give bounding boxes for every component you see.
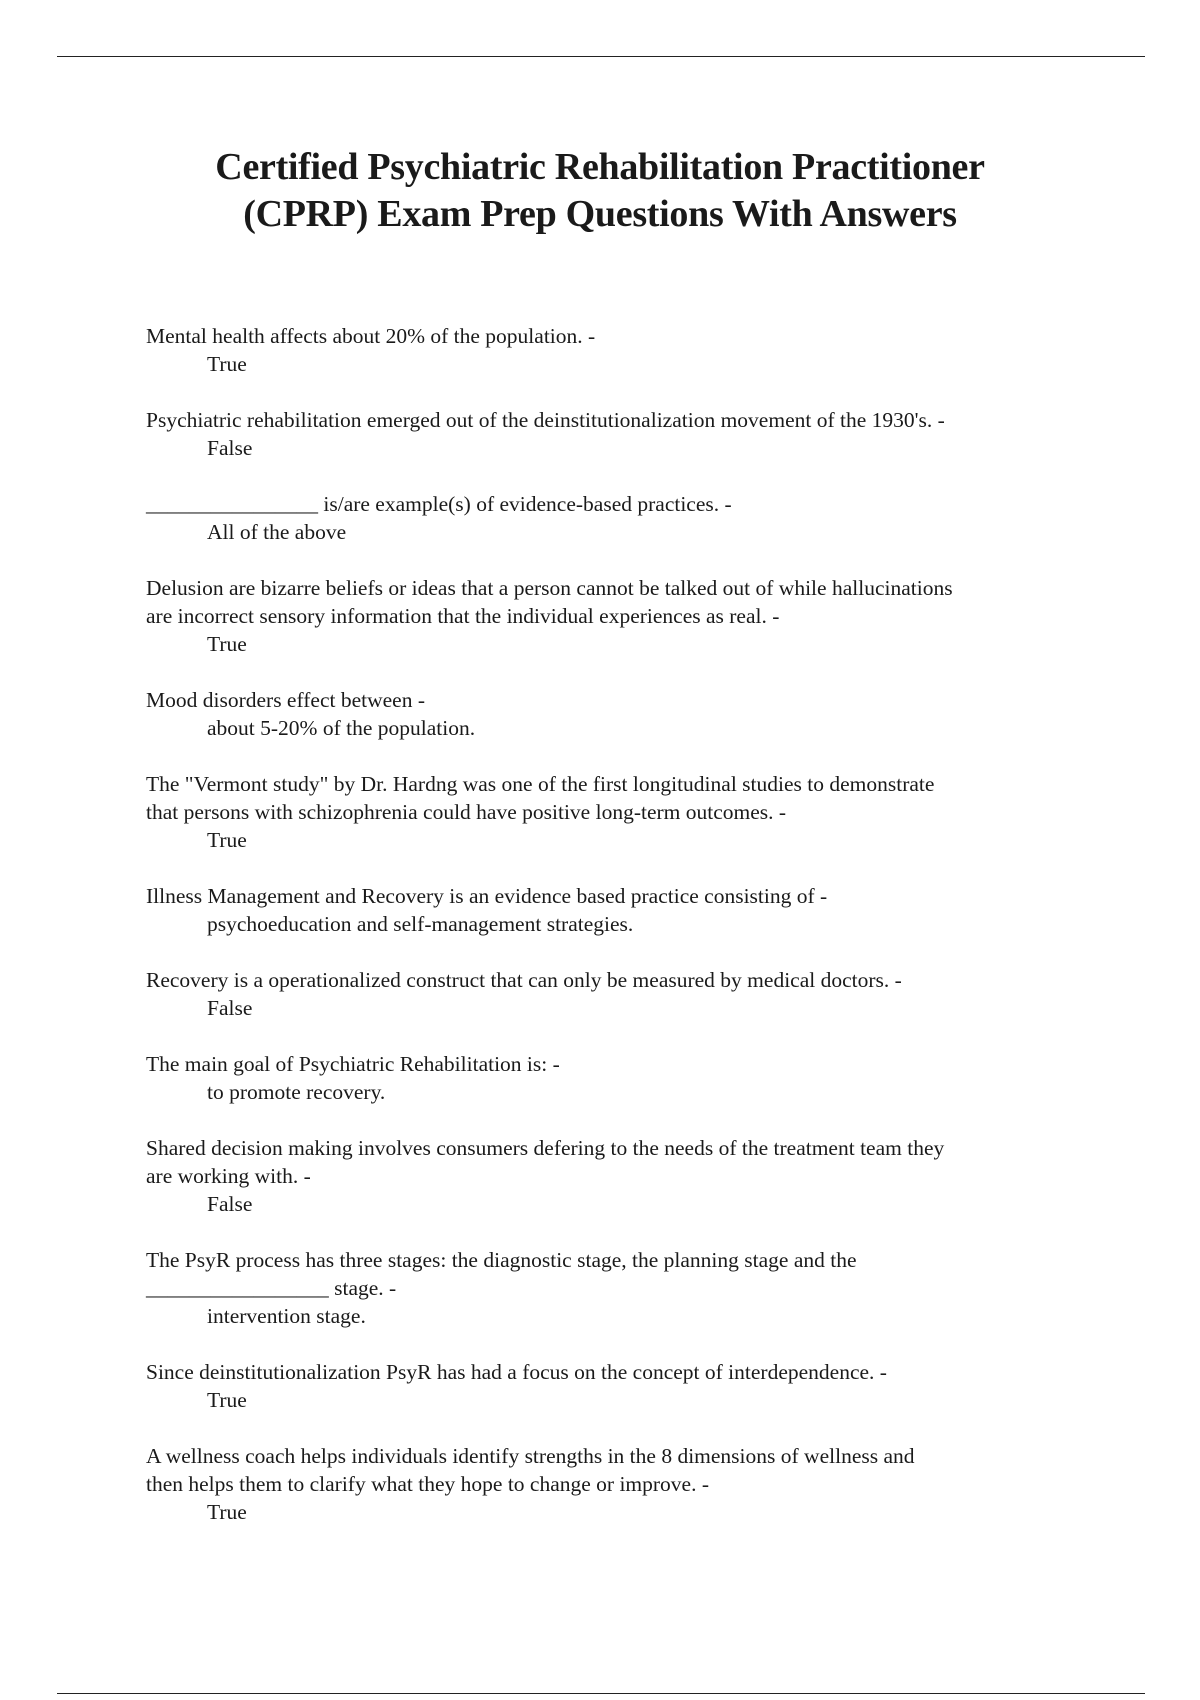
question: Psychiatric rehabilitation emerged out of the deinstitutionalization movement of the 1930's. - xyxy=(146,408,945,432)
qa-item-11 xyxy=(146,1246,1146,1330)
question: The PsyR process has three stages: the diagnostic stage, the planning stage and the _________________ stage. - xyxy=(146,1248,857,1300)
title-line-1: Certified Psychiatric Rehabilitation Practitioner xyxy=(215,146,985,188)
qa-item-1 xyxy=(146,322,1146,378)
qa-item-13 xyxy=(146,1442,1146,1526)
qa-item-9 xyxy=(146,1050,1146,1106)
bottom-rule xyxy=(57,1693,1145,1694)
answer: intervention stage. xyxy=(207,1304,366,1328)
answer: psychoeducation and self-management strategies. xyxy=(207,912,634,936)
qa-item-12 xyxy=(146,1358,1146,1414)
question: Mental health affects about 20% of the population. - xyxy=(146,324,596,348)
qa-item-7 xyxy=(146,882,1146,938)
answer: True xyxy=(207,1500,247,1524)
question: Delusion are bizarre beliefs or ideas that a person cannot be talked out of while hallucinations are incorrect sensory information that the individual experiences as real. - xyxy=(146,576,953,628)
answer: False xyxy=(207,996,253,1020)
question: A wellness coach helps individuals identify strengths in the 8 dimensions of wellness and then helps them to clarify what they hope to change or improve. - xyxy=(146,1444,915,1496)
question: Shared decision making involves consumers defering to the needs of the treatment team they are working with. - xyxy=(146,1136,945,1188)
qa-item-10 xyxy=(146,1134,1146,1218)
question: Illness Management and Recovery is an evidence based practice consisting of - xyxy=(146,884,828,908)
answer: False xyxy=(207,436,253,460)
qa-item-4 xyxy=(146,574,1146,658)
question: The main goal of Psychiatric Rehabilitation is: - xyxy=(146,1052,560,1076)
answer: about 5-20% of the population. xyxy=(207,716,476,740)
qa-list xyxy=(146,322,1146,1554)
top-rule xyxy=(57,56,1145,57)
title-line-2: (CPRP) Exam Prep Questions With Answers xyxy=(243,193,957,235)
question: Mood disorders effect between - xyxy=(146,688,426,712)
answer: True xyxy=(207,828,247,852)
answer: True xyxy=(207,352,247,376)
qa-item-3 xyxy=(146,490,1146,546)
answer: All of the above xyxy=(207,520,347,544)
answer: True xyxy=(207,1388,247,1412)
answer: True xyxy=(207,632,247,656)
question: Since deinstitutionalization PsyR has had a focus on the concept of interdependence. - xyxy=(146,1360,887,1384)
answer: False xyxy=(207,1192,253,1216)
qa-item-6 xyxy=(146,770,1146,854)
qa-item-5 xyxy=(146,686,1146,742)
answer: to promote recovery. xyxy=(207,1080,386,1104)
qa-item-8 xyxy=(146,966,1146,1022)
qa-item-2 xyxy=(146,406,1146,462)
question: The "Vermont study" by Dr. Hardng was one of the first longitudinal studies to demonstrate that persons with schizophrenia could have positive long-term outcomes. - xyxy=(146,772,935,824)
question: Recovery is a operationalized construct that can only be measured by medical doctors. - xyxy=(146,968,902,992)
document-title xyxy=(0,144,1200,238)
question: ________________ is/are example(s) of evidence-based practices. - xyxy=(146,492,732,516)
